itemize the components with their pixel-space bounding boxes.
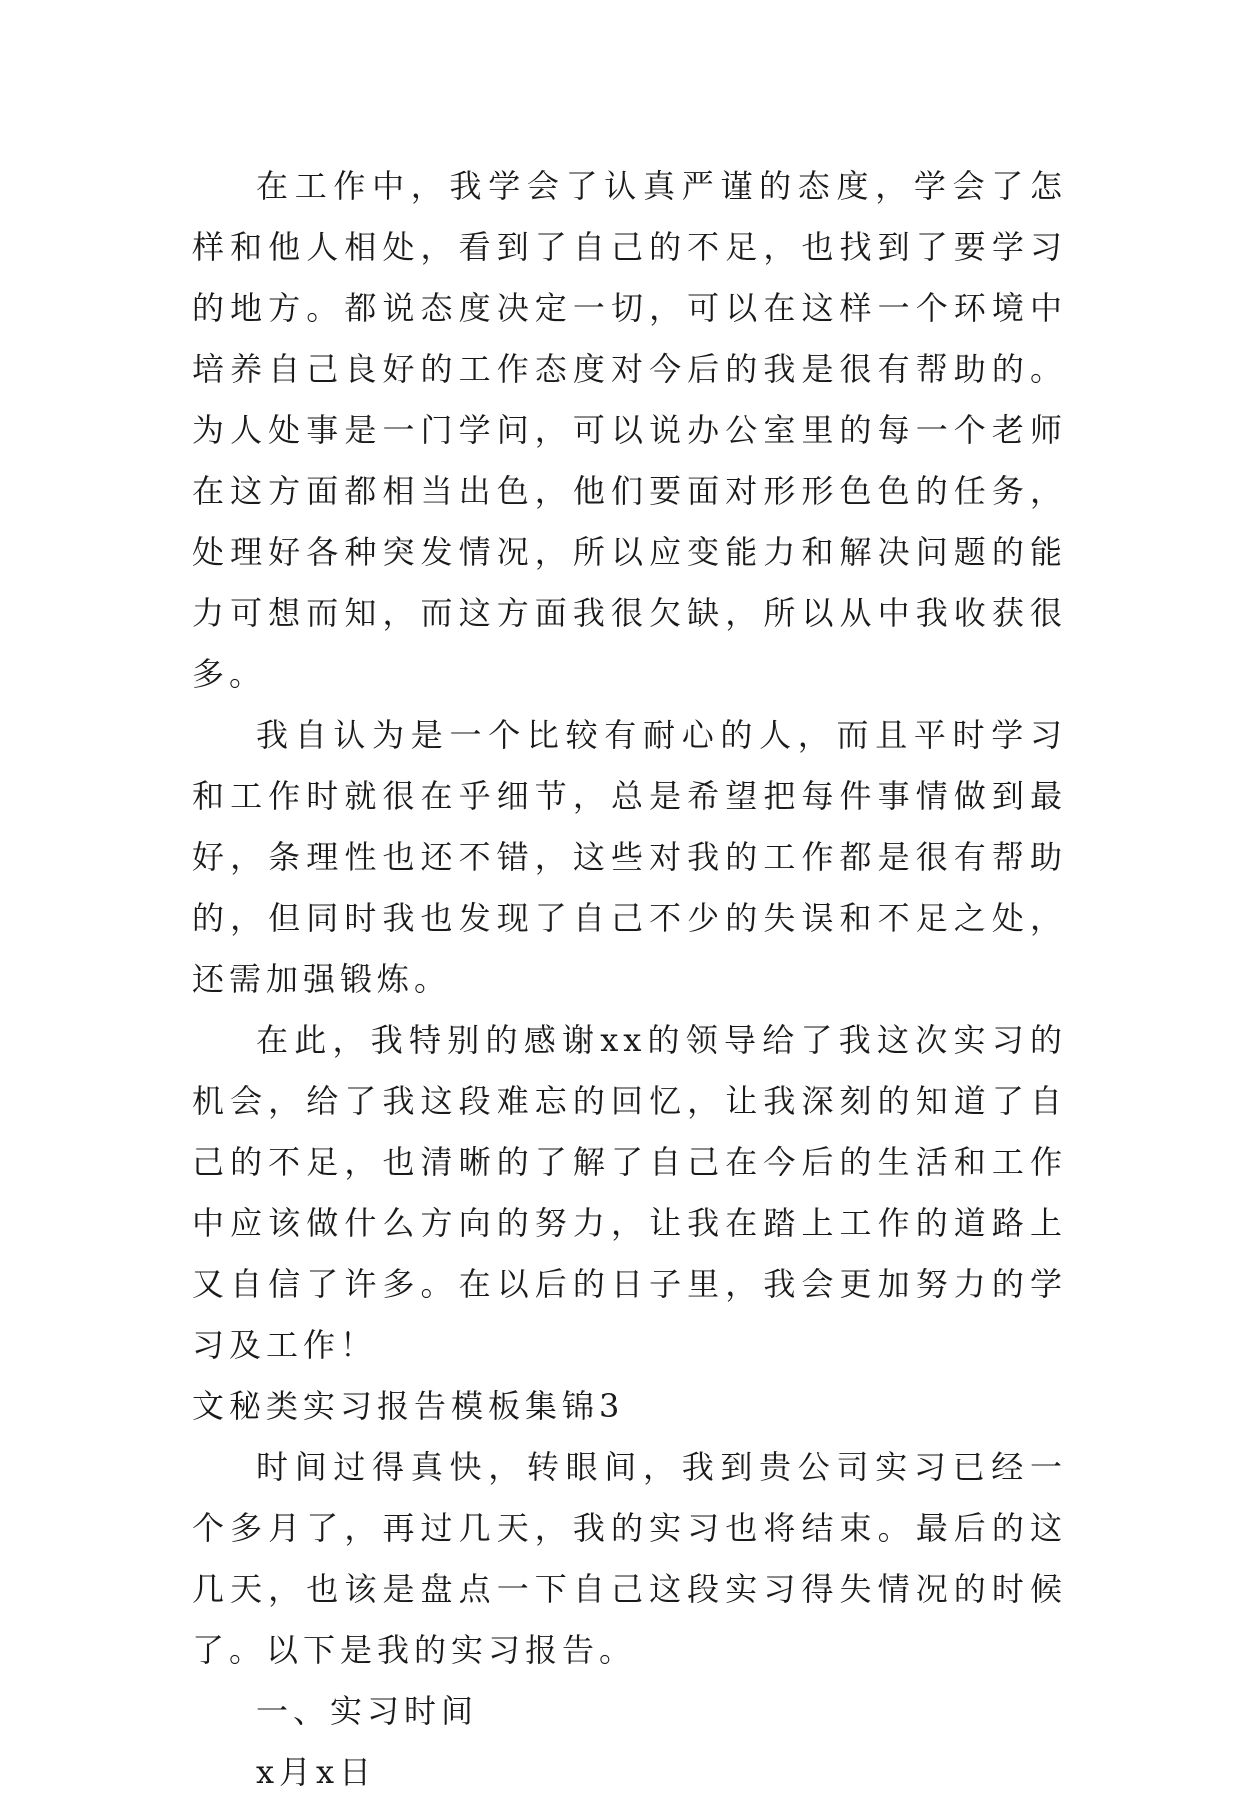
body-paragraph: 在此，我特别的感谢xx的领导给了我这次实习的机会，给了我这段难忘的回忆，让我深刻的知道了自己的不足，也清晰的了解了自己在今后的生活和工作中应该做什么方向的努力，让我在踏上工作的道路上又自信了许多。在以后的日子里，我会更加努力的学习及工作！ (192, 1021, 1067, 1364)
subheading: 一、实习时间 (256, 1692, 479, 1730)
body-paragraph: 我自认为是一个比较有耐心的人，而且平时学习和工作时就很在乎细节，总是希望把每件事情做到最好，条理性也还不错，这些对我的工作都是很有帮助的，但同时我也发现了自己不少的失误和不足之处，还需加强锻炼。 (192, 716, 1067, 998)
document-body (192, 156, 1067, 1803)
body-paragraph: 时间过得真快，转眼间，我到贵公司实习已经一个多月了，再过几天，我的实习也将结束。最后的这几天，也该是盘点一下自己这段实习得失情况的时候了。以下是我的实习报告。 (192, 1448, 1067, 1669)
body-paragraph: 在工作中，我学会了认真严谨的态度，学会了怎样和他人相处，看到了自己的不足，也找到了要学习的地方。都说态度决定一切，可以在这样一个环境中培养自己良好的工作态度对今后的我是很有帮助的。为人处事是一门学问，可以说办公室里的每一个老师在这方面都相当出色，他们要面对形形色色的任务，处理好各种突发情况，所以应变能力和解决问题的能力可想而知，而这方面我很欠缺，所以从中我收获很多。 (192, 167, 1067, 693)
section-title: 文秘类实习报告模板集锦3 (192, 1387, 625, 1425)
date-line: x月x日 (256, 1753, 377, 1791)
